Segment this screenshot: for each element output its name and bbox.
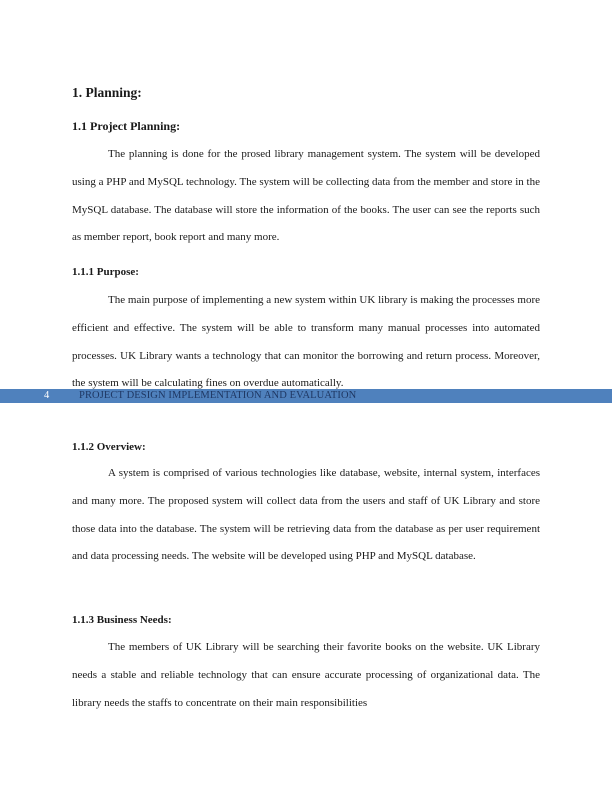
running-header-title: PROJECT DESIGN IMPLEMENTATION AND EVALUATION [79,390,357,401]
paragraph-business-needs: The members of UK Library will be searching their favorite books on the website. UK Library needs a stable and reliable technology that can ensure accurate processing of organizational data. The library needs the staffs to concentrate on their main responsibilities [72,641,540,709]
paragraph-overview: A system is comprised of various technologies like database, website, internal system, interfaces and many more. The proposed system will collect data from the users and staff of UK Library and store those data into the database. The system will be retrieving data from the database as per user requirement and data processing needs. The website will be developed using PHP and MySQL database. [72,467,540,563]
paragraph-purpose: The main purpose of implementing a new system within UK library is making the processes more efficient and effective. The system will be able to transform many manual processes into automated processes. UK Library wants a technology that can monitor the borrowing and return process. Moreover, the system will be calculating fines on overdue automatically. [72,294,540,390]
heading-overview: 1.1.2 Overview: [72,441,146,453]
heading-business-needs: 1.1.3 Business Needs: [72,614,172,626]
heading-purpose: 1.1.1 Purpose: [72,266,139,278]
heading-project-planning: 1.1 Project Planning: [72,119,181,133]
running-header-bar [0,389,612,403]
heading-planning: 1. Planning: [72,85,142,100]
paragraph-project-planning: The planning is done for the prosed library management system. The system will be developed using a PHP and MySQL technology. The system will be collecting data from the member and store in the MySQL database. The database will store the information of the books. The user can see the reports such as member report, book report and many more. [72,148,540,244]
page-number: 4 [44,390,50,401]
